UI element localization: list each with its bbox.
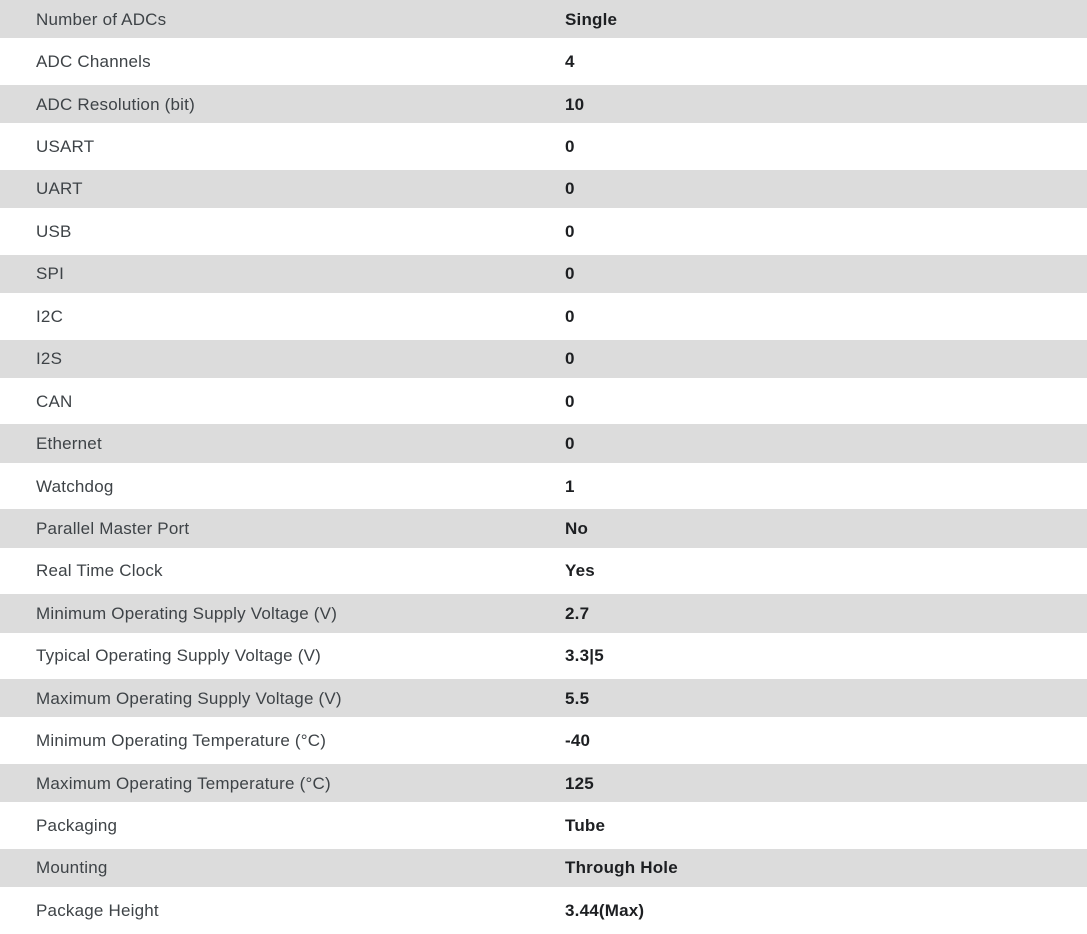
table-row xyxy=(0,679,1087,721)
spec-value: 4 xyxy=(565,52,575,72)
spec-value: 10 xyxy=(565,94,585,114)
table-row xyxy=(0,127,1087,169)
table-row xyxy=(0,806,1087,848)
spec-value: 125 xyxy=(565,773,594,793)
spec-value: Single xyxy=(565,9,618,29)
spec-value: 0 xyxy=(565,137,575,157)
spec-value: 3.44(Max) xyxy=(565,900,645,920)
spec-value: -40 xyxy=(565,731,591,751)
table-row xyxy=(0,849,1087,891)
table-row xyxy=(0,467,1087,509)
table-row xyxy=(0,42,1087,84)
table-row xyxy=(0,297,1087,339)
table-row xyxy=(0,764,1087,806)
spec-label: I2C xyxy=(36,306,64,326)
spec-label: Minimum Operating Temperature (°C) xyxy=(36,731,327,751)
spec-label: USB xyxy=(36,221,72,241)
spec-value: 3.3|5 xyxy=(565,646,604,666)
spec-label: Minimum Operating Supply Voltage (V) xyxy=(36,603,338,623)
table-row xyxy=(0,170,1087,212)
spec-value: 0 xyxy=(565,349,575,369)
spec-label: I2S xyxy=(36,349,63,369)
table-row xyxy=(0,721,1087,763)
table-row xyxy=(0,0,1087,42)
spec-value: 0 xyxy=(565,179,575,199)
spec-value: 1 xyxy=(565,476,575,496)
spec-label: ADC Resolution (bit) xyxy=(36,94,195,114)
spec-label: ADC Channels xyxy=(36,52,151,72)
spec-value: 0 xyxy=(565,391,575,411)
spec-label: Maximum Operating Temperature (°C) xyxy=(36,773,331,793)
table-row xyxy=(0,891,1087,933)
spec-value: Through Hole xyxy=(565,858,678,878)
spec-value: 0 xyxy=(565,434,575,454)
spec-label: USART xyxy=(36,137,95,157)
table-row xyxy=(0,637,1087,679)
spec-label: Typical Operating Supply Voltage (V) xyxy=(36,646,322,666)
spec-label: Parallel Master Port xyxy=(36,518,190,538)
table-row xyxy=(0,255,1087,297)
spec-label: Number of ADCs xyxy=(36,9,167,29)
spec-value: Tube xyxy=(565,816,606,836)
spec-label: UART xyxy=(36,179,83,199)
spec-label: Ethernet xyxy=(36,434,102,454)
table-row xyxy=(0,85,1087,127)
table-row xyxy=(0,552,1087,594)
spec-value: 5.5 xyxy=(565,688,590,708)
spec-value: 2.7 xyxy=(565,603,590,623)
table-row xyxy=(0,424,1087,466)
table-row xyxy=(0,212,1087,254)
spec-label: SPI xyxy=(36,264,65,284)
table-row xyxy=(0,509,1087,551)
spec-label: Packaging xyxy=(36,816,118,836)
table-row xyxy=(0,594,1087,636)
spec-label: Maximum Operating Supply Voltage (V) xyxy=(36,688,342,708)
spec-label: Real Time Clock xyxy=(36,561,163,581)
table-row xyxy=(0,340,1087,382)
spec-label: Mounting xyxy=(36,858,108,878)
table-row xyxy=(0,382,1087,424)
spec-value: 0 xyxy=(565,264,575,284)
spec-value: Yes xyxy=(565,561,595,581)
spec-value: 0 xyxy=(565,221,575,241)
spec-label: Watchdog xyxy=(36,476,114,496)
spec-label: CAN xyxy=(36,391,73,411)
spec-value: No xyxy=(565,518,589,538)
spec-label: Package Height xyxy=(36,900,159,920)
spec-value: 0 xyxy=(565,306,575,326)
